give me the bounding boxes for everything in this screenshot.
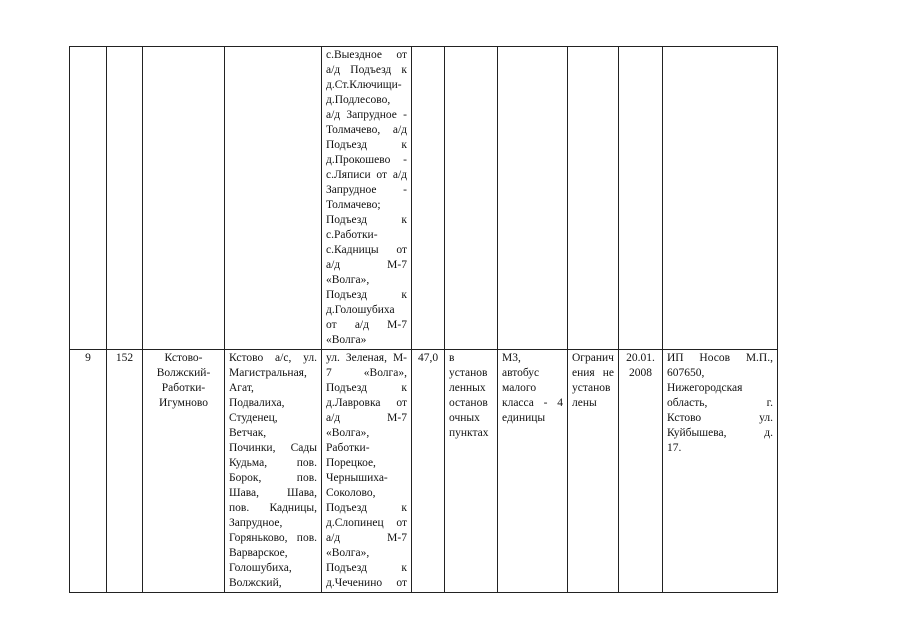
text-line: ения не [572,367,614,379]
text-line: ул. Зеленая, М- [326,352,407,364]
cell-streets [322,47,412,350]
cell-carrier [662,47,777,350]
text-line: Подъезд к [326,139,407,151]
table-row-continued [70,47,778,350]
text-line: Огранич [572,352,614,364]
text-line: а/д Запрудное - [326,109,407,121]
text-line: Запрудное - [326,184,407,196]
text-line: а/д М-7 [326,259,407,271]
text-line: д.Прокошево - [326,154,407,166]
text-line: «Волга» [326,334,367,346]
text-line: единицы [502,412,546,424]
text-line: «Волга», [326,427,370,439]
text-line: от а/д М-7 [326,319,407,331]
cell-length [412,47,445,350]
text-line: д.Чеченино от [326,577,407,589]
text-line: д.Лавровка от [326,397,407,409]
text-line: Агат, [229,382,254,394]
text-line: а/д М-7 [326,412,407,424]
cell-route-name [143,350,225,593]
text-line: останов [449,397,488,409]
text-line: д.Подлесово, [326,94,391,106]
cell-stops [225,47,322,350]
text-line: установ [449,367,488,379]
text-line: Голошубиха, [229,562,292,574]
text-line: с.Кадницы от [326,244,407,256]
text-line: Волжский, [229,577,282,589]
text-line: ленных [449,382,486,394]
cell-num [70,47,107,350]
text-line: Кудьма, пов. [229,457,317,469]
text-line: очных [449,412,480,424]
text-line: Горяньково, пов. [229,532,317,544]
text-line: пов. Кадницы, [229,502,317,514]
text-line: малого [502,382,537,394]
text-line: ИП Носов М.П., [666,352,773,364]
text-line: 607650, [666,367,705,379]
text-line: Студенец, [229,412,278,424]
text-line: Борок, пов. [229,472,317,484]
text-line: «Волга», [326,547,370,559]
text-line: Кстово ул. [666,412,773,424]
cell-streets [322,350,412,593]
text-line: в [449,352,455,364]
cell-length: 47,0 [412,350,445,593]
text-line: «Волга», [326,274,370,286]
text-line: д.Голошубиха [326,304,395,316]
text-line: Подъезд к [326,502,407,514]
text-line: а/д М-7 [326,532,407,544]
text-line: Подъезд к [326,214,407,226]
text-line: автобус [502,367,540,379]
cell-carrier [662,350,777,593]
text-line: пунктах [449,427,489,439]
text-line: Соколово, [326,487,376,499]
cell-stops [225,350,322,593]
text-line: Кстово а/с, ул. [229,352,317,364]
table-row-9 [70,350,778,593]
cell-vehicle [498,47,568,350]
cell-route-no [107,47,143,350]
text-line: Чернышиха- [326,472,388,484]
text-line: с.Работки- [326,229,378,241]
text-line: Толмачево; [326,199,381,211]
text-line: М3, [502,352,521,364]
text-line: лены [572,397,597,409]
text-line: 2008 [628,367,652,379]
text-line: Подвалиха, [229,397,285,409]
cell-stop-order [445,350,498,593]
text-line: с.Ляписи от а/д [326,169,407,181]
cell-date [618,47,662,350]
text-line: Толмачево, а/д [326,124,407,136]
text-line: Ветчак, [229,427,267,439]
cell-route-no: 152 [107,350,143,593]
cell-restriction [568,47,619,350]
cell-date [618,350,662,593]
text-line: Подъезд к [326,289,407,301]
cell-vehicle [498,350,568,593]
text-line: с.Выездное от [326,49,407,61]
text-line: д.Ст.Ключищи- [326,79,402,91]
text-line: Запрудное, [229,517,283,529]
cell-stop-order [445,47,498,350]
text-line: класса - 4 [502,397,563,409]
text-line: а/д Подъезд к [326,64,407,76]
text-line: 17. [666,442,682,454]
cell-num: 9 [70,350,107,593]
text-line: Магистральная, [229,367,307,379]
route-name-text: Кстово-Волжский-Работки-Игумново [156,352,211,409]
text-line: 7 «Волга», [326,367,407,379]
routes-table [69,46,778,593]
text-line: Шава, Шава, [229,487,317,499]
text-line: д.Слопинец от [326,517,407,529]
text-line: область, г. [666,397,773,409]
text-line: Починки, Сады [229,442,317,454]
text-line: установ [572,382,611,394]
text-line: Порецкое, [326,457,376,469]
text-line: 20.01. [626,352,655,364]
text-line: Работки- [326,442,370,454]
text-line: Нижегородская [666,382,743,394]
cell-restriction [568,350,619,593]
text-line: Варварское, [229,547,288,559]
text-line: Подъезд к [326,382,407,394]
cell-route-name [143,47,225,350]
text-line: Подъезд к [326,562,407,574]
text-line: Куйбышева, д. [666,427,773,439]
